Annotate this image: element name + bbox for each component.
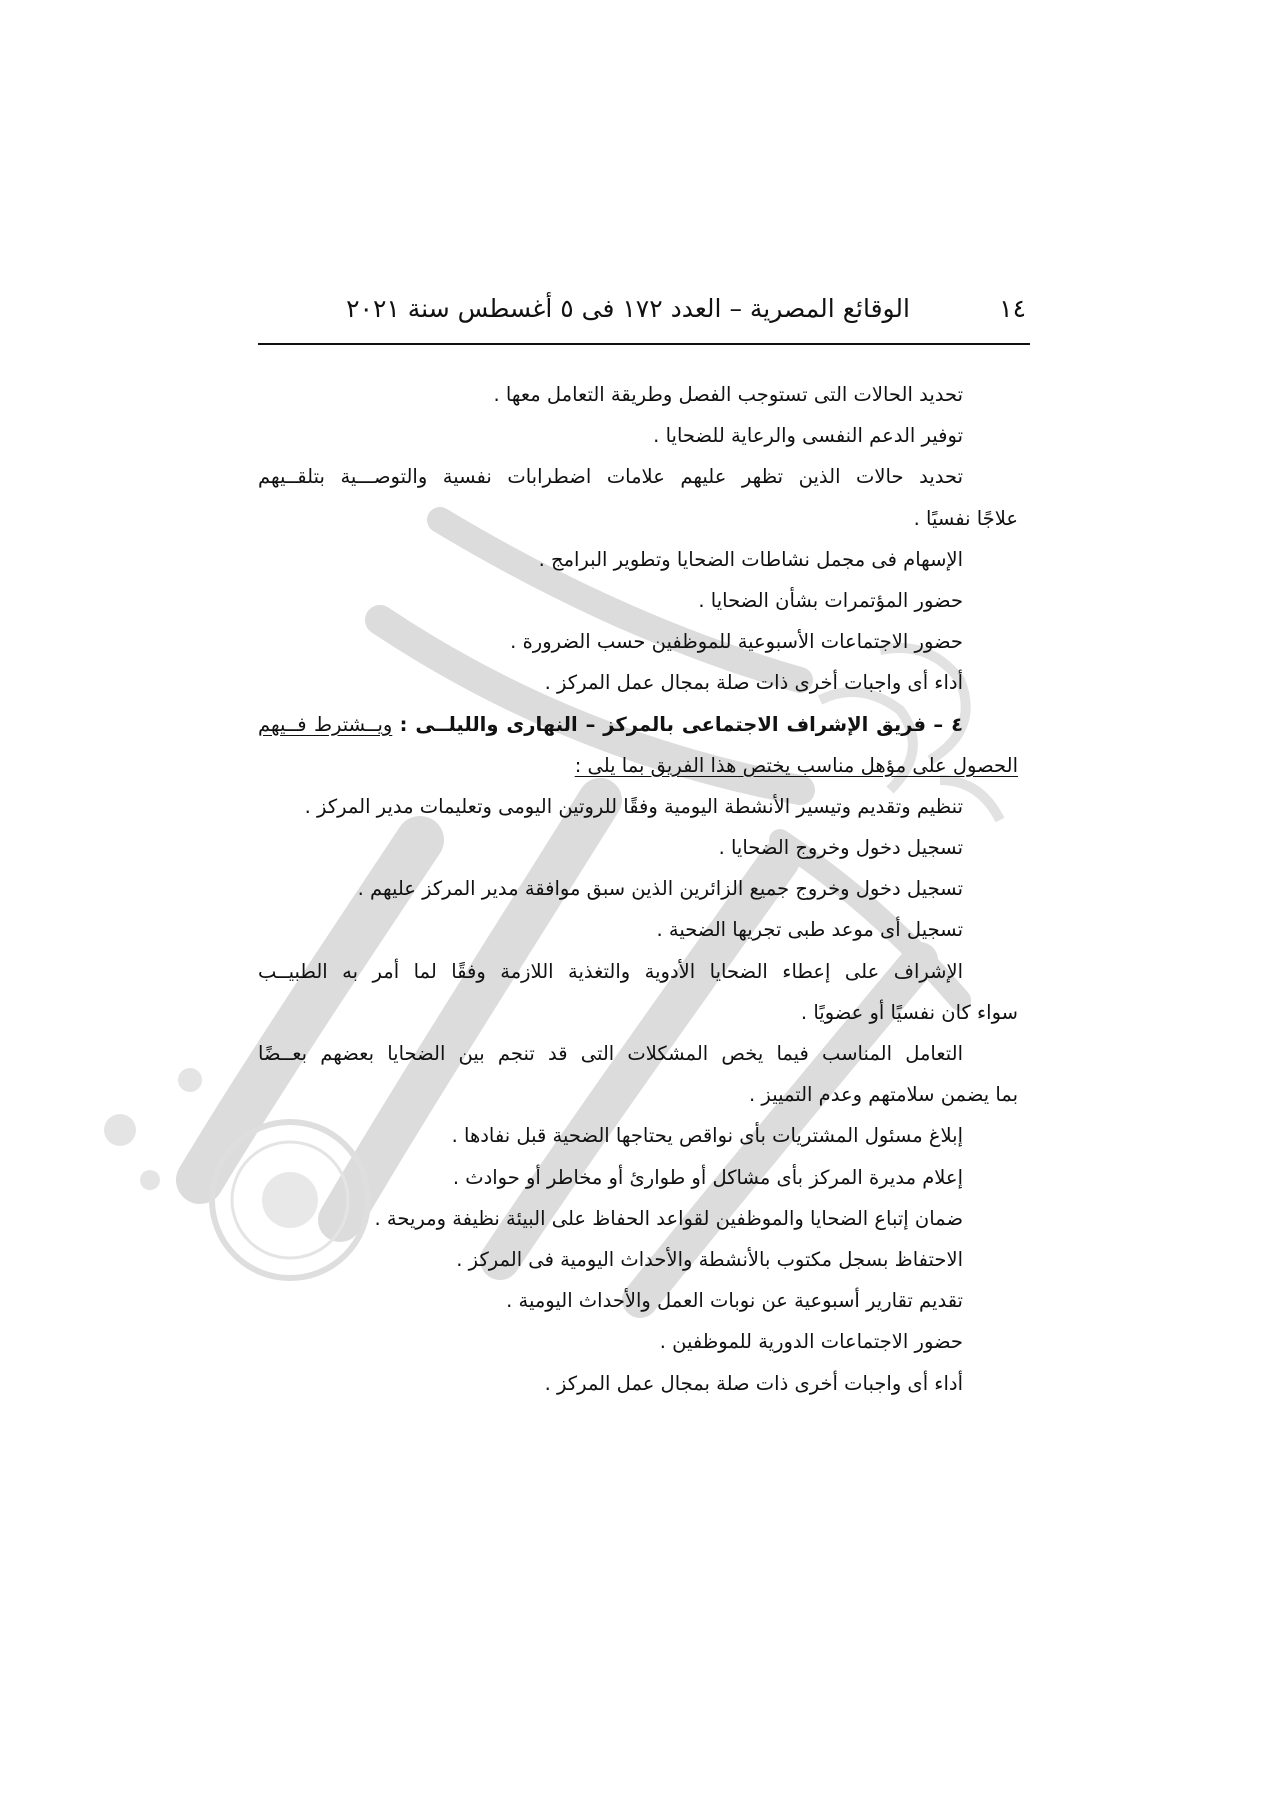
list-item: الاحتفاظ بسجل مكتوب بالأنشطة والأحداث اليومية فى المركز .	[456, 1247, 963, 1271]
document-body	[258, 374, 1018, 1404]
list-item: ضمان إتباع الضحايا والموظفين لقواعد الحفاظ على البيئة نظيفة ومريحة .	[374, 1206, 963, 1230]
section-title: فريق الإشراف الاجتماعى بالمركز – النهارى والليلــى :	[399, 712, 927, 736]
list-item: حضور الاجتماعات الدورية للموظفين .	[659, 1330, 963, 1354]
condition-text: الحصول على مؤهل مناسب يختص هذا الفريق بما يلى :	[574, 753, 1018, 777]
list-item: تسجيل دخول وخروج الضحايا .	[718, 836, 963, 860]
list-item-continuation: بما يضمن سلامتهم وعدم التمييز .	[749, 1083, 1018, 1107]
section-heading	[258, 704, 1018, 745]
section-condition: ويــشترط فــيهم	[258, 712, 393, 736]
section-number: ٤ –	[933, 712, 964, 736]
list-item: الإشراف على إعطاء الضحايا الأدوية والتغذية اللازمة وفقًا لما أمر به الطبيــب	[258, 959, 963, 983]
header-divider	[258, 343, 1030, 345]
section-condition-continuation	[258, 745, 1018, 786]
list-item: تنظيم وتقديم وتيسير الأنشطة اليومية وفقًا للروتين اليومى وتعليمات مدير المركز .	[304, 794, 963, 818]
list-item: حضور الاجتماعات الأسبوعية للموظفين حسب الضرورة .	[510, 630, 963, 654]
list-item: حضور المؤتمرات بشأن الضحايا .	[698, 588, 963, 612]
list-item: الإسهام فى مجمل نشاطات الضحايا وتطوير البرامج .	[538, 547, 963, 571]
list-item: تقديم تقارير أسبوعية عن نوبات العمل والأحداث اليومية .	[506, 1289, 963, 1313]
list-item: تحديد الحالات التى تستوجب الفصل وطريقة التعامل معها .	[493, 383, 963, 406]
list-item-continuation: سواء كان نفسيًا أو عضويًا .	[800, 1000, 1018, 1024]
running-header	[258, 290, 1030, 338]
list-item: تسجيل أى موعد طبى تجريها الضحية .	[656, 918, 963, 942]
gazette-issue-title: الوقائع المصرية – العدد ١٧٢ فى ٥ أغسطس سنة ٢٠٢١	[346, 294, 910, 323]
list-item: تحديد حالات الذين تظهر عليهم علامات اضطرابات نفسية والتوصـــية بتلقــيهم	[258, 465, 963, 489]
list-item: توفير الدعم النفسى والرعاية للضحايا .	[653, 424, 963, 448]
list-item-continuation: علاجًا نفسيًا .	[913, 506, 1018, 530]
list-item: إبلاغ مسئول المشتريات بأى نواقص يحتاجها الضحية قبل نفادها .	[451, 1124, 963, 1148]
list-item: أداء أى واجبات أخرى ذات صلة بمجال عمل المركز .	[544, 671, 963, 695]
page-number: ١٤	[999, 294, 1026, 323]
list-item: التعامل المناسب فيما يخص المشكلات التى قد تنجم بين الضحايا بعضهم بعــضًا	[258, 1042, 963, 1065]
list-item: أداء أى واجبات أخرى ذات صلة بمجال عمل المركز .	[544, 1371, 963, 1395]
list-item: إعلام مديرة المركز بأى مشاكل أو طوارئ أو مخاطر أو حوادث .	[452, 1165, 963, 1189]
list-item: تسجيل دخول وخروج جميع الزائرين الذين سبق موافقة مدير المركز عليهم .	[357, 877, 963, 901]
